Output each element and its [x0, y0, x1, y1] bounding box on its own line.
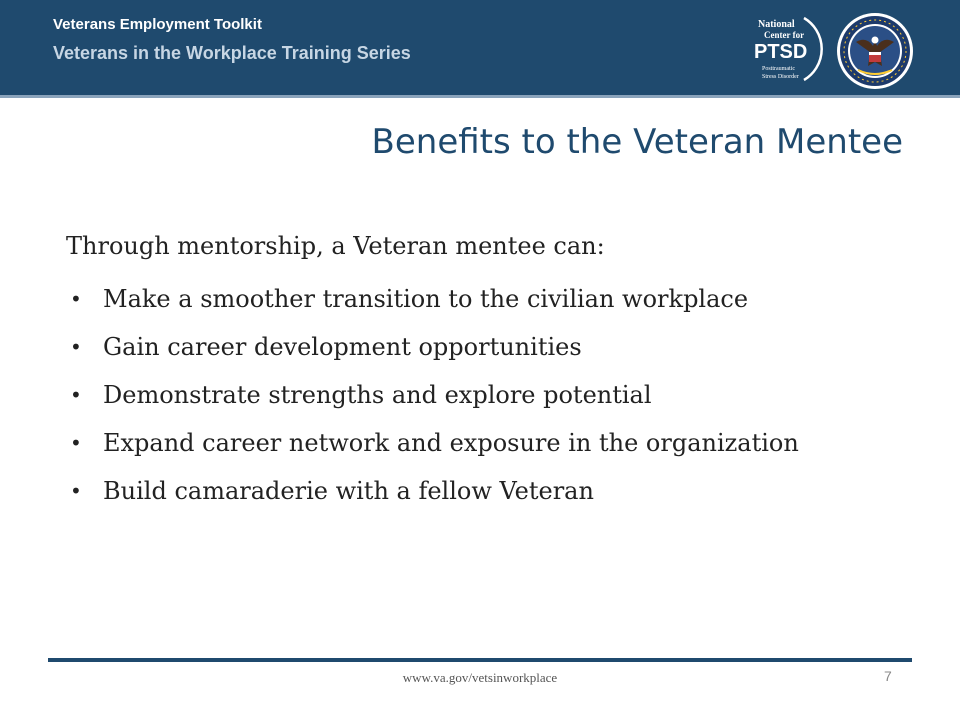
svg-text:Center for: Center for: [764, 30, 805, 40]
va-seal-icon: [836, 12, 914, 90]
header-divider: [0, 95, 960, 98]
bullet-dot-icon: •: [70, 335, 82, 359]
svg-text:Posttraumatic: Posttraumatic: [762, 66, 795, 72]
bullet-item: [66, 469, 799, 517]
bullet-text: Build camaraderie with a fellow Veteran: [103, 477, 594, 505]
toolkit-title: Veterans Employment Toolkit: [53, 16, 262, 33]
bullet-dot-icon: •: [70, 383, 82, 407]
bullet-list: [66, 277, 799, 517]
ptsd-logo-icon: [748, 10, 826, 88]
svg-text:PTSD: PTSD: [754, 41, 808, 63]
bullet-dot-icon: •: [70, 431, 82, 455]
bullet-text: Demonstrate strengths and explore potential: [103, 381, 652, 409]
footer-url: www.va.gov/vetsinworkplace: [402, 670, 558, 685]
svg-text:National: National: [758, 19, 795, 30]
svg-text:Stress Disorder: Stress Disorder: [762, 74, 799, 80]
bullet-text: Make a smoother transition to the civilian workplace: [103, 285, 749, 313]
series-title: Veterans in the Workplace Training Series: [53, 43, 411, 63]
bullet-item: [66, 421, 799, 469]
bullet-text: Gain career development opportunities: [103, 333, 582, 361]
bullet-item: [66, 373, 799, 421]
page-number: 7: [884, 668, 892, 684]
intro-text: Through mentorship, a Veteran mentee can:: [66, 232, 605, 260]
bullet-item: [66, 325, 799, 373]
slide-title: Benefits to the Veteran Mentee: [371, 122, 903, 162]
bullet-dot-icon: •: [70, 287, 82, 311]
bullet-text: Expand career network and exposure in the organization: [103, 429, 799, 457]
footer-divider: [48, 658, 912, 662]
bullet-dot-icon: •: [70, 479, 82, 503]
bullet-item: [66, 277, 799, 325]
